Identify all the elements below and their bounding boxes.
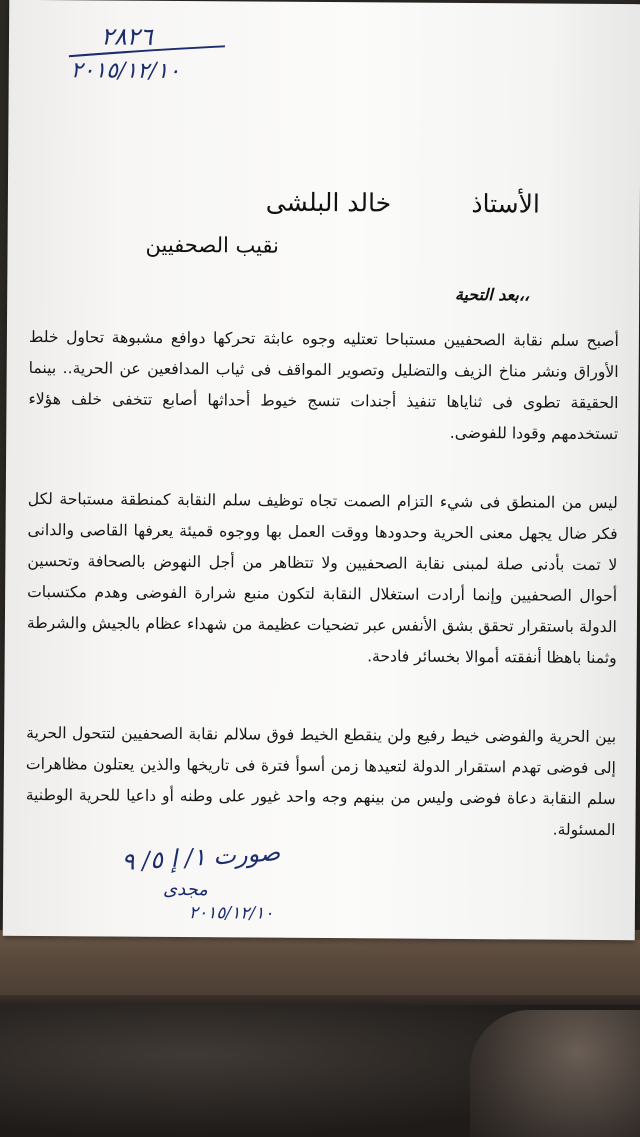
paragraph-3: بين الحرية والفوضى خيط رفيع ولن ينقطع الخيط فوق سلالم نقابة الصحفيين لتتحول الحرية إلى فوضى تهدم استقرار الدولة لتعيدها زمن أسوأ فترة فى تاريخها والذين يعتلون مظاهرات سلم النقابة دعاة فوضى وليس من بينهم وجه واحد غيور على وطنه أو داعيا للحرية الوطنية المسئولة. xyxy=(25,723,617,840)
handwritten-reference-number: ٢٨٢٦ xyxy=(100,22,153,51)
wooden-desk-edge xyxy=(0,930,640,1000)
desk-shadow-edge xyxy=(0,995,640,1005)
handwritten-signature-date: ٢٠١٥/١٢/١٠ xyxy=(188,903,274,924)
addressee-title: نقيب الصحفيين xyxy=(145,232,280,258)
chair-backrest xyxy=(470,1010,640,1137)
paragraph-2: ليس من المنطق فى شيء التزام الصمت تجاه توظيف سلم النقابة كمنطقة مستباحة لكل فكر ضال يجهل معنى الحرية وحدودها ووقت العمل بها ووجوه قميئة يعرفها القاصى والدانى لا تمت بأدنى صلة لمبنى نقابة الصحفيين ولا تتظاهر من أجل النهوض بالصحافة وتحسين أحوال الصحفيين وإنما أرادت استغلال النقابة لتكون منبع شرارة الفوضى وهدم مكتسبات الدولة باستقرار تحقق بشق الأنفس عبر تضحيات عظيمة من شهداء عظام بالجيش والشرطة وثمنا باهظا أنفقته أموالا بخسائر فادحة. xyxy=(26,489,618,668)
addressee-name: خالد البلشى xyxy=(265,187,392,218)
handwritten-annotation: صورت ١/ إ ٥/ ٩ xyxy=(120,838,282,877)
handwritten-signature: مجدى xyxy=(162,878,208,901)
letter-paper xyxy=(3,0,640,940)
salutation: الأستاذ xyxy=(471,189,540,219)
paragraph-1: أصبح سلم نقابة الصحفيين مستباحا تعتليه وجوه عابثة تحركها دوافع مشبوهة تحاول خلط الأوراق ونشر مناخ الزيف والتضليل وتصوير المواقف فى ثياب المدافعين عن الحرية.. بينما الحقيقة تطوى فى ثناياها تنفيذ أجندات تنسج خيوط أحداثها أصابع تتخفى خلف هؤلاء تستخدمهم وقودا للفوضى. xyxy=(28,327,619,444)
greeting: بعد التحية،، xyxy=(454,284,530,305)
handwritten-date: ٢٠١٥/١٢/١٠ xyxy=(70,58,181,84)
